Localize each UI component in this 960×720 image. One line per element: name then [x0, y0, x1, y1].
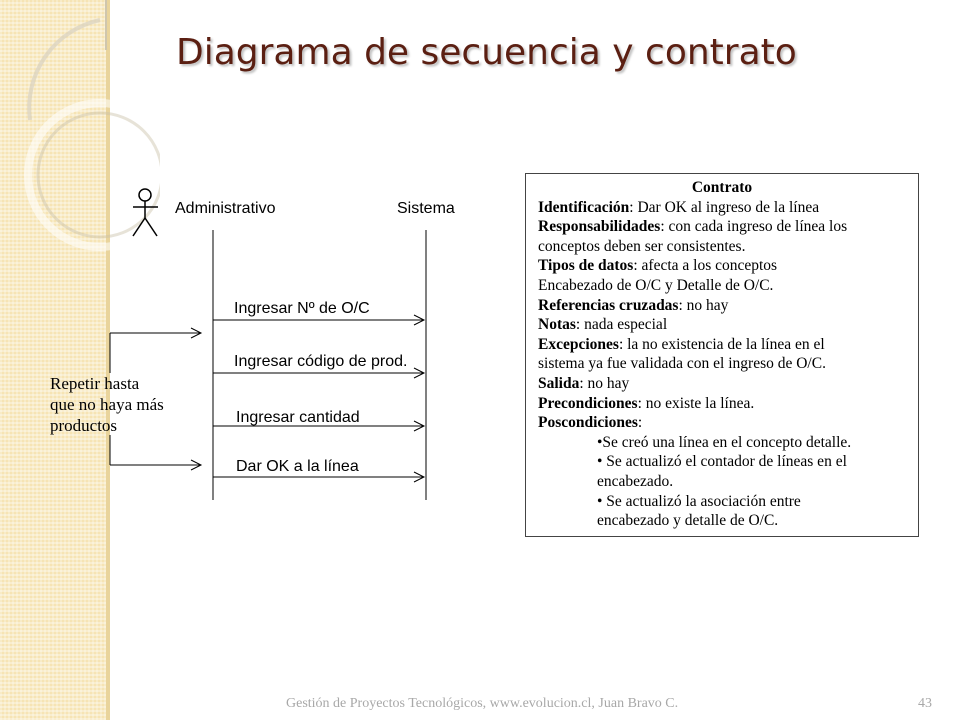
actor-label: Administrativo [175, 200, 276, 217]
field-value: : no existe la línea. [637, 394, 755, 412]
field-value: : con cada ingreso de línea los [660, 218, 848, 236]
field-key: Identificación [538, 198, 630, 216]
field-value: : nada especial [575, 316, 668, 334]
contract-field-notas [538, 315, 918, 335]
contract-field-referencias-cruzadas [538, 296, 918, 316]
field-value-continuation: conceptos deben ser consistentes. [538, 237, 746, 255]
contract-field-tipos-de-datos [538, 256, 918, 276]
message-label: Ingresar Nº de O/C [234, 300, 370, 317]
field-key: Referencias cruzadas [538, 296, 679, 314]
contract-field-responsabilidades [538, 217, 918, 237]
field-key: Salida [538, 374, 580, 392]
field-value-continuation: sistema ya fue validada con el ingreso de O/C. [538, 355, 826, 373]
contract-field-excepciones [538, 335, 918, 355]
contract-field-identificacion [538, 198, 918, 218]
postcondition-item: encabezado y detalle de O/C. [597, 512, 779, 530]
contract-title: Contrato [691, 179, 753, 196]
postcondition-item: • Se actualizó la asociación entre [597, 492, 801, 510]
slide-title: Diagrama de secuencia y contrato [176, 32, 797, 73]
slide-footer: Gestión de Proyectos Tecnológicos, www.evolucion.cl, Juan Bravo C. [286, 696, 679, 711]
field-value: : no hay [579, 374, 630, 392]
postcondition-item: encabezado. [597, 472, 674, 490]
message-label: Dar OK a la línea [236, 458, 359, 475]
postcondition-item: •Se creó una línea en el concepto detalle. [597, 433, 852, 451]
field-value: : la no existencia de la línea en el [618, 335, 825, 353]
loop-note-line: que no haya más [50, 395, 164, 414]
field-value: : [637, 414, 643, 432]
field-value-continuation: Encabezado de O/C y Detalle de O/C. [538, 276, 774, 294]
field-key: Excepciones [538, 335, 619, 353]
loop-note-line: productos [50, 416, 118, 435]
contract-field-poscondiciones [538, 413, 918, 433]
contract-field-salida [538, 374, 918, 394]
page-number: 43 [918, 696, 932, 711]
loop-note [50, 373, 164, 436]
contract-box [525, 173, 919, 537]
field-value: : afecta a los conceptos [633, 257, 778, 275]
message-label: Ingresar cantidad [236, 409, 360, 426]
actor-stick-figure-icon [133, 189, 158, 236]
field-key: Poscondiciones [538, 414, 638, 432]
message-label: Ingresar código de prod. [234, 353, 408, 370]
system-label: Sistema [397, 200, 455, 217]
field-value: : no hay [678, 296, 729, 314]
loop-note-line: Repetir hasta [50, 374, 140, 393]
contract-field-precondiciones [538, 394, 918, 414]
field-key: Tipos de datos [538, 257, 634, 275]
field-value: : Dar OK al ingreso de la línea [629, 198, 820, 216]
postcondition-item: • Se actualizó el contador de líneas en el [597, 453, 847, 471]
field-key: Notas [538, 316, 576, 334]
field-key: Responsabilidades [538, 218, 661, 236]
field-key: Precondiciones [538, 394, 638, 412]
